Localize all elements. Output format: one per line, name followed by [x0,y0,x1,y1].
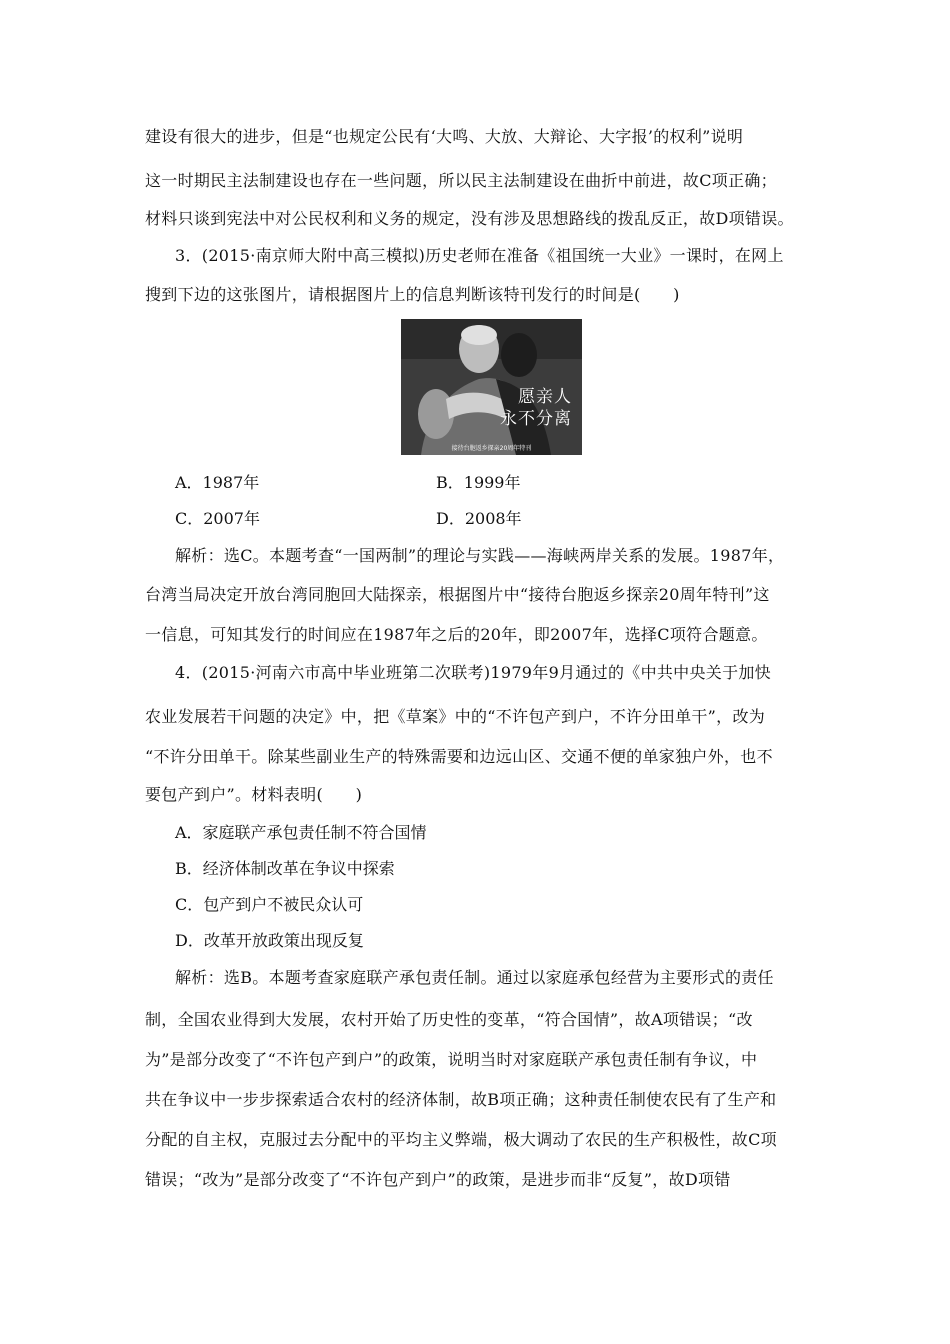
question-3-stem: 3．(2015·南京师大附中高三模拟)历史老师在准备《祖国统一大业》一课时，在网上 [175,246,784,265]
q3-option-d: D．2008年 [436,509,522,528]
q4-option-d: D．改革开放政策出现反复 [175,931,364,950]
question-4-stem-cont: 农业发展若干问题的决定》中，把《草案》中的“不许包产到户，不许分田单干”，改为 [145,707,766,726]
q3-analysis-line: 一信息，可知其发行的时间应在1987年之后的20年，即2007年，选择C项符合题意。 [145,625,768,644]
q4-analysis-line: 解析：选B。本题考查家庭联产承包责任制。通过以家庭承包经营为主要形式的责任 [175,968,774,987]
q4-option-a: A．家庭联产承包责任制不符合国情 [175,823,427,842]
photo-title-line2: 永不分离 [500,409,572,429]
question-3-stem-cont: 搜到下边的这张图片，请根据图片上的信息判断该特刊发行的时间是( ) [145,285,680,304]
paragraph-line: 材料只谈到宪法中对公民权利和义务的规定，没有涉及思想路线的拨乱反正，故D项错误。 [145,209,794,228]
q4-analysis-line: 错误；“改为”是部分改变了“不许包产到户”的政策，是进步而非“反复”，故D项错 [145,1170,731,1189]
q3-option-c: C．2007年 [175,509,260,528]
question-4-stem: 4．(2015·河南六市高中毕业班第二次联考)1979年9月通过的《中共中央关于加快 [175,663,771,682]
q4-option-c: C．包产到户不被民众认可 [175,895,364,914]
paragraph-line: 这一时期民主法制建设也存在一些问题，所以民主法制建设在曲折中前进，故C项正确； [145,171,777,190]
q3-option-b: B．1999年 [436,473,521,492]
q3-analysis-line: 解析：选C。本题考查“一国两制”的理论与实践——海峡两岸关系的发展。1987年， [175,546,785,565]
photo-title-line1: 愿亲人 [518,387,572,407]
q3-analysis-line: 台湾当局决定开放台湾同胞回大陆探亲，根据图片中“接待台胞返乡探亲20周年特刊”这 [145,585,770,604]
q4-option-b: B．经济体制改革在争议中探索 [175,859,395,878]
q4-analysis-line: 制，全国农业得到大发展，农村开始了历史性的变革，“符合国情”，故A项错误；“改 [145,1010,753,1029]
paragraph-line: 建设有很大的进步，但是“也规定公民有‘大鸣、大放、大辩论、大字报’的权利”说明 [145,127,744,146]
q3-option-a: A．1987年 [175,473,260,492]
q4-analysis-line: 为”是部分改变了“不许包产到户”的政策，说明当时对家庭联产承包责任制有争议，中 [145,1050,758,1069]
question-4-stem-cont: “不许分田单干。除某些副业生产的特殊需要和边远山区、交通不便的单家独户外，也不 [145,747,773,766]
q4-analysis-line: 分配的自主权，克服过去分配中的平均主义弊端，极大调动了农民的生产积极性，故C项 [145,1130,777,1149]
photo-caption: 接待台胞返乡探亲20周年特刊 [451,445,532,452]
q4-analysis-line: 共在争议中一步步探索适合农村的经济体制，故B项正确；这种责任制使农民有了生产和 [145,1090,777,1109]
question-4-stem-cont: 要包产到户”。材料表明( ) [145,785,363,804]
question-3-photo [401,319,582,455]
